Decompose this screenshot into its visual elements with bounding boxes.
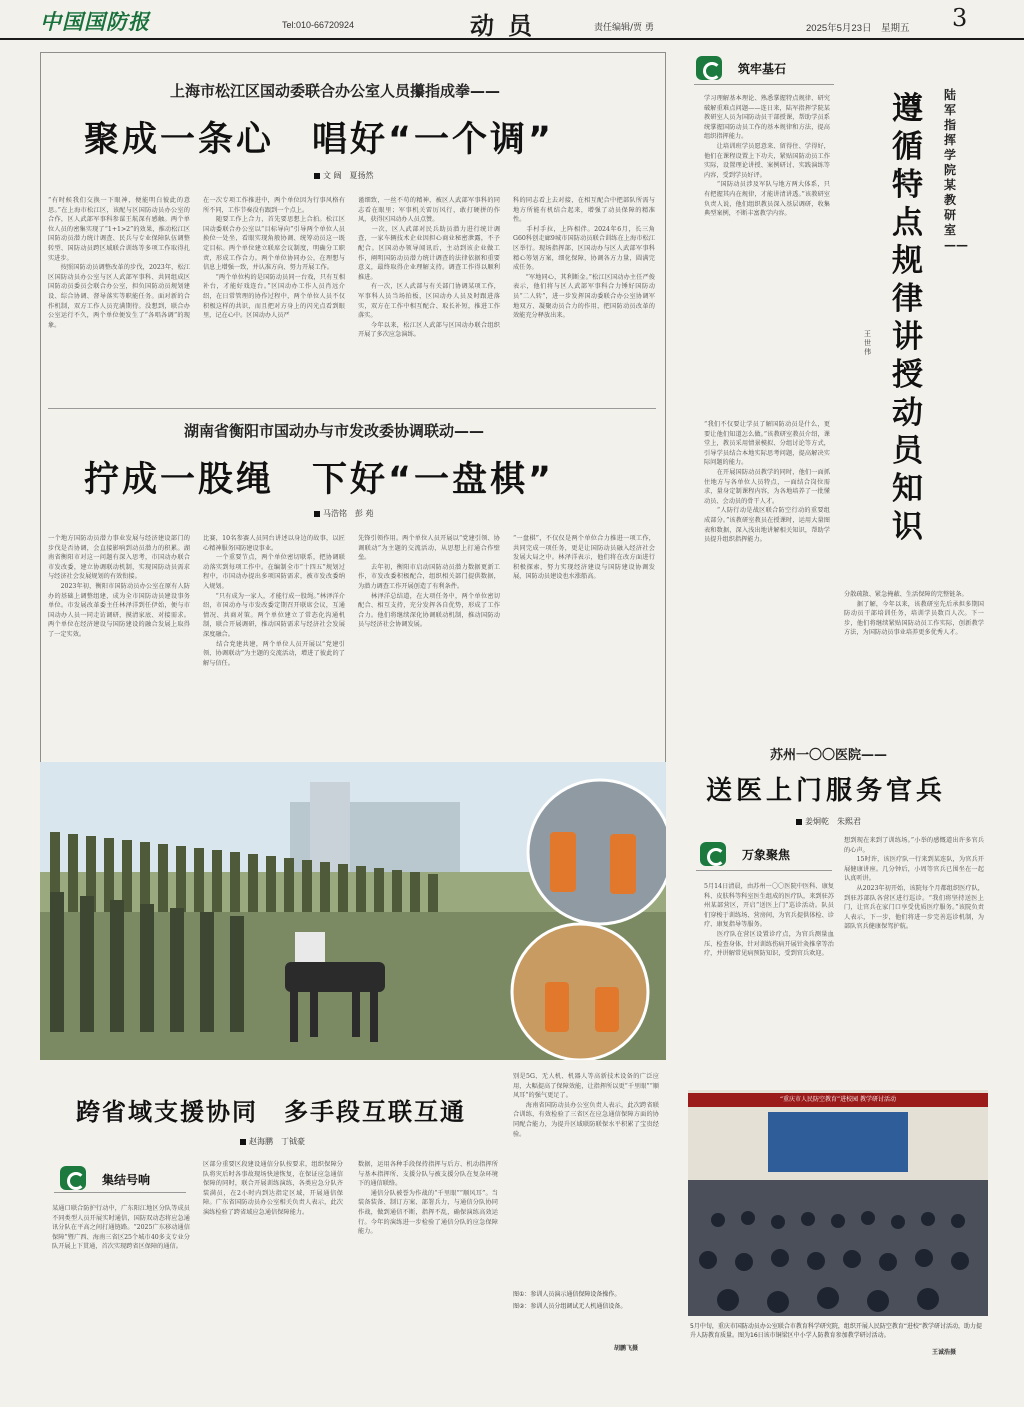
article2-kicker: 湖南省衡阳市国动办与市发改委协调联动—— <box>184 422 485 440</box>
article3-caption-2: 图②：参训人员分组调试无人机通信设备。 <box>513 1303 627 1310</box>
hospital-column-2: 想到现在来到了训练场。”小举的感慨道出许多官兵的心声。 15时许，该医疗队一行来到某连队，为官兵开展健康讲座。几分钟后，小周等官兵已围坐在一起认真听讲。 从2023年初开始，该院每个月都组织医疗队，到驻苏部队各营区进行巡诊。“我们将坚持送医上门，让官兵在家门口享受优质医疗服务。”该院负责人表示，下一步，他们将进一步完善巡诊机制，为部队官兵健康保驾护航。 <box>844 837 984 931</box>
article1-column-1: “有时候我们交换一下眼神，便能明白彼此的意思。”在上海市松江区，该配与区国防动员办公室的合作，区人武部军事科参谋王航深有感触。两个单位人员的密集实现了“1+1>2”的效果，推动松江区国防动员潜力统计调查、民兵与专业保障队伍调整转型、国防动员跨区域联合训练等多项工作取得扎实进步。 按照国防动员调整改革的步伐，2023年，松江区国防动员办公室与区人武部军事科、共同组成区国防动员委员会联合办公室，担负国防动员规划建设、综合协调、督导落实等职能任务。面对新的合作机制，双方工作人员充满期待。没想到，联合办公室运行不久，两个单位便发生了“各唱各调”的现象。 <box>48 197 190 329</box>
article3-byline <box>240 1136 305 1147</box>
hospital-byline-text: 姜炯乾 朱熙君 <box>805 817 861 826</box>
classroom-scene-illustration <box>688 1090 988 1316</box>
masthead <box>0 0 1024 40</box>
article1-column-3: 谨细致，一丝不苟的精神，被区人武部军事科的同志看在眼里；军事机关雷厉风行，敢打硬拼的作风，获得区国动办人员点赞。 一次，区人武部对民兵助员潜力进行统计调查，一家车辆技术企业因担心商业秘密泄露，不予配合。区国动办领导闻讯后，主动到该企业做工作，阐明国防动员潜力统计调查的法律依据和重要意义，最终取得企业理解支持。调查工作得以顺利推进。 有一次，区人武部与有关部门协调某项工作，军事科人员当场拍板，区国动办人员及时跟进落实，双方在工作中相互配合、取长补短，推进工作落实。 今年以来，松江区人武部与区国动办联合组织开展了多次应急演练。 <box>358 197 500 339</box>
hospital-column-1: 5月14日清晨，由苏州一〇〇医院中医科、康复科、皮肤科等科室医生组成的医疗队，来到驻苏州某部营区，开启“送医上门”巡诊活动。队员们穿梭于训练场、营房间，为官兵提供体检、诊疗、康复指导等服务。 医疗队在营区设置诊疗点，为官兵测量血压、检查身体，针对训练伤病开展针灸推拿等治疗，并讲解常见病预防知识，受到官兵欢迎。 <box>704 883 834 958</box>
article2-headline: 拧成一股绳 下好“一盘棋” <box>84 460 555 500</box>
article3-byline-text: 赵海鹏 丁钺豪 <box>249 1137 305 1146</box>
column-logo-icon <box>696 56 722 80</box>
feature-vertical-title: 遵循特点规律 讲授动员知识 <box>892 91 954 545</box>
feature-byline: 王世伟 <box>864 330 871 356</box>
hospital-photo-classroom <box>688 1090 988 1316</box>
hospital-kicker: 苏州一〇〇医院—— <box>770 748 888 763</box>
byline-square-icon <box>796 819 802 825</box>
drill-scene-illustration <box>40 762 666 1060</box>
feature-column-1: 学习理解基本理论、熟悉掌握特点规律、研究破解重难点问题——连日来，陆军指挥学院某教研室人员为国防动员干部授课，帮助学员系统掌握国防动员工作的基本规律和方法，提高组织指挥能力。 让培训班学员愿意来、留得住、学得好，他们在课程设置上下功夫，紧贴国防动员工作实际，设置理论讲授、案例研讨、实践演练等内容，受到学员好评。 “国防动员涉及军队与地方两大体系，只有把握其内在规律，才能讲清讲透。”该教研室负责人说，他们组织教员深入基层调研，收集典型案例，不断丰富教学内容。 <box>704 95 830 218</box>
byline-square-icon <box>240 1139 246 1145</box>
article3-column-name: 集结号响 <box>102 1173 151 1187</box>
article3-headline: 跨省域支援协同 多手段互联互通 <box>76 1098 466 1126</box>
article3-caption-1: 图①：参训人员演示通信保障设备操作。 <box>513 1291 621 1298</box>
article3-column-1: 某通口联合防护行动中，广东阳江地区分队等成员不同类型人员开展实时通信，国防双动态将应急通讯分队在平高之间打通链路。“2025广东移动通信保障”暨广西、海南三省区25个城市40多支专业分队开展上下贯通，首次实现跨省区保障的通信。 <box>52 1205 190 1251</box>
issue-date: 2025年5月23日 星期五 <box>806 23 910 34</box>
newspaper-logo: 中国国防报 <box>40 9 150 34</box>
feature-column-2: “我们不仅要让学员了解国防动员是什么，更要让他们知道怎么做。”该教研室教员介绍，课堂上，教员采用情景模拟、分组讨论等方式，引导学员结合本地实际思考问题，提高解决实际问题的能力。 在开展国防动员教学的同时，他们一面抓住地方与各单位人员特点，一面结合岗位需求，量身定制课程内容，为各地培养了一批懂动员、会动员的骨干人才。 “人防行动是战区联合防空行动的重要组成部分。”该教研室教员在授课时，运用大量图表和数据，深入浅出地讲解相关知识，帮助学员提升组织指挥能力。 <box>704 421 830 544</box>
article2-byline <box>314 508 374 519</box>
article2-column-4: “一盘棋”，不仅仅是两个单位合力推进一项工作，共同完成一项任务，更是让国防动员融入经济社会发展大局之中。林泽洋表示，他们将在改方面进行积极探索，努力实现经济建设与国防建设协调发展，国防动员建设也水涨船高。 <box>513 535 655 581</box>
column-underline <box>694 84 834 85</box>
telephone-number: Tel:010-66720924 <box>282 20 355 30</box>
feature-column-3: 分散疏散、紧急掩蔽、生活保障的完整链条。 据了解，今年以来，该教研室先后承担多期国防动员干部培训任务，培训学员数百人次。下一步，他们将继续紧贴国防动员工作实际，创新教学方法，为国防动员事业培养更多优秀人才。 <box>844 591 984 637</box>
section-title: 动员 <box>470 12 546 40</box>
feature-column-name: 筑牢基石 <box>738 62 787 76</box>
hospital-byline <box>796 816 861 827</box>
main-photo-drill <box>40 762 666 1060</box>
article1-byline <box>314 170 374 181</box>
article3-column-3: 数据，运用各种手段保持指挥与后方、机动指挥所与基本指挥所、支援分队与被支援分队在复杂环境下的通信联络。 通信分队被誉为作战的“千里眼”“顺风耳”。当装备装备、制订方案、部署兵力，与通信分队协同作战，做到通信不断，指挥不乱，确保演练高效运行。今年的演练进一步检验了通信分队的应急保障能力。 <box>358 1161 498 1236</box>
article1-kicker: 上海市松江区国动委联合办公室人员攥指成拳—— <box>170 82 501 100</box>
article2-column-3: 先锋引领作用。两个单位人员开展以“党建引领、协调联动”为主题的交流活动，从思想上打通合作壁垒。 去年初，衡阳市启动国防动员潜力数据更新工作，市发改委积极配合，组织相关部门提供数据，为潜力调查工作开展创造了有利条件。 林泽洋总结道，在大项任务中，两个单位密切配合、相互支持，充分发挥各自优势，形成了工作合力。他们将继续深化协调联动机制，推动国防动员与经济社会协调发展。 <box>358 535 500 629</box>
article1-column-2: 在一次专项工作推进中，两个单位因为行事风格有所不同，工作节奏没有跟到一个点上。 随要工作上合力，首先要思想上合拍。松江区国动委联合办公室以“目标导向”引导两个单位人员换位一处坐，看眼实现角般协调、统筹动员这一既定目标。两个单位建立联席会议制度，明确分工职责，形成工作合力。两个单位协同办公，在理想与信息上增强一致，并认准方向、努力开展工作。 “两个单位构的是国防动员同一台戏，只有互相补台，才能好戏连台。”区国动办工作人员肖远介绍，在日常管理的协作过程中，两个单位人员不仅积极这样的共识，而且把对方身上的闪光点看到眼里，记在心中。区国动办人员严 <box>203 197 345 320</box>
editor-credit: 责任编辑/贾 勇 <box>594 23 654 33</box>
column-logo-icon <box>700 842 726 866</box>
feature-vertical-kicker: 陆军指挥学院某教研室—— <box>944 88 968 252</box>
article3-photo-credit: 胡鹏飞摄 <box>614 1345 639 1352</box>
byline-square-icon <box>314 511 320 517</box>
article2-column-2: 比赛，10名参赛人员同台讲述以身边的故事，以匠心精神服务国防建设事业。 一个重要节点，两个单位密切联系，把协调联动落实到每项工作中。在编制全市“十四五”规划过程中，市国动办提出多项国防需求，被市发改委纳入规划。 “只有成为一家人，才能行成一股绳。”林泽洋介绍，市国动办与市发改委定期召开联席会议，互通情况、共商对策。两个单位建立了常态化沟通机制，联合开展调研，推动国防需求与经济社会发展深度融合。 结合党建共建，两个单位人员开展以“党建引领、协调联动”为主题的交流活动，增进了彼此的了解与信任。 <box>203 535 345 667</box>
hospital-headline: 送医上门服务官兵 <box>706 776 947 806</box>
hospital-photo-caption: 5月中旬，重庆市国防动员办公室联合市教育科学研究院，组织开展人民防空教育“进校”教学研讨活动，助力提升人防教育质量。图为16日该市铜梁区中小学人防教育参加教学研讨活动。 <box>690 1323 983 1339</box>
article3-column-2: 区部分重要区段建设通信分队按要求，组织保障分队将灾后时各事故现场快速恢复，在保证应急通信保障的同时，联合开展训练演练，各类应急分队齐装满员，在2小时内到达指定区域，开展通信保障。广东省国防动员办公室相关负责人表示，此次演练检验了跨省域应急通信保障能力。 <box>203 1161 343 1216</box>
hospital-photo-banner: “重庆市人民防空教育”进校园 教学研讨活动 <box>688 1093 988 1107</box>
byline-square-icon <box>314 173 320 179</box>
hospital-photo-credit: 王诚浩摄 <box>932 1349 957 1356</box>
article3-column-4: 别是5G、无人机、机器人等高新技术设备的广泛应用，大幅提高了保障效能，让指挥所以更“千里眼”“顺风耳”的强气更足了。 海南省国防动员办公室负责人表示，此次跨省联合训练，有效检验了三省区在应急通信保障方面的协同配合能力，为提升区域联防联保水平积累了宝贵经验。 <box>513 1073 659 1138</box>
article2-byline-text: 马浩铭 彭 苑 <box>323 509 374 518</box>
column-underline <box>54 1192 186 1193</box>
column-logo-icon <box>60 1166 86 1190</box>
article-divider <box>48 408 656 409</box>
article1-headline: 聚成一条心 唱好“一个调” <box>84 120 555 160</box>
article1-column-4: 科的同志看上去对接，在相互配合中把部队所需与地方所能有机结合起来，增强了动员保障的精准性。 手村手拉，上阵相伴。2024年6月，长三角G60科创走廊9城市国防动员联合训练在上海市松江区举行。现场指挥部，区国动办与区人武部军事科精心筹划方案，细化保障，协调各方力量，圆满完成任务。 “军地同心，其利断金。”松江区国动办主任严俊表示，他们将与区人武部军事科合力锤好国防动员“二人转”，进一步发挥国动委联合办公室协调军地双方、凝聚动员合力的作用，把国防动员改革的效能充分释放出来。 <box>513 197 655 320</box>
hospital-column-name: 万象聚焦 <box>742 848 791 862</box>
article1-byline-text: 文 阔 夏扬然 <box>323 171 374 180</box>
column-underline <box>696 870 832 871</box>
page-number: 3 <box>952 4 968 32</box>
article2-column-1: 一个地方国防动员潜力事业发展与经济建设部门的步伐是否协调，会直接影响到动员潜力的积累。湖南省衡阳市对这一问题有深入思考，市国动办联合市发改委，建立协调联动机制，实现国防动员需求与经济社会发展规划的有效衔接。 2023年初，衡阳市国防动员办公室在原有人防办的基础上调整组建，成为全市国防动员建设事务单位。市发展改革委主任林泽洋到任伊始，便与市国动办人员一同走访调研，摸清家底、对接需求。两个单位在经济建设与国防建设的融合发展上取得了一定实效。 <box>48 535 190 638</box>
